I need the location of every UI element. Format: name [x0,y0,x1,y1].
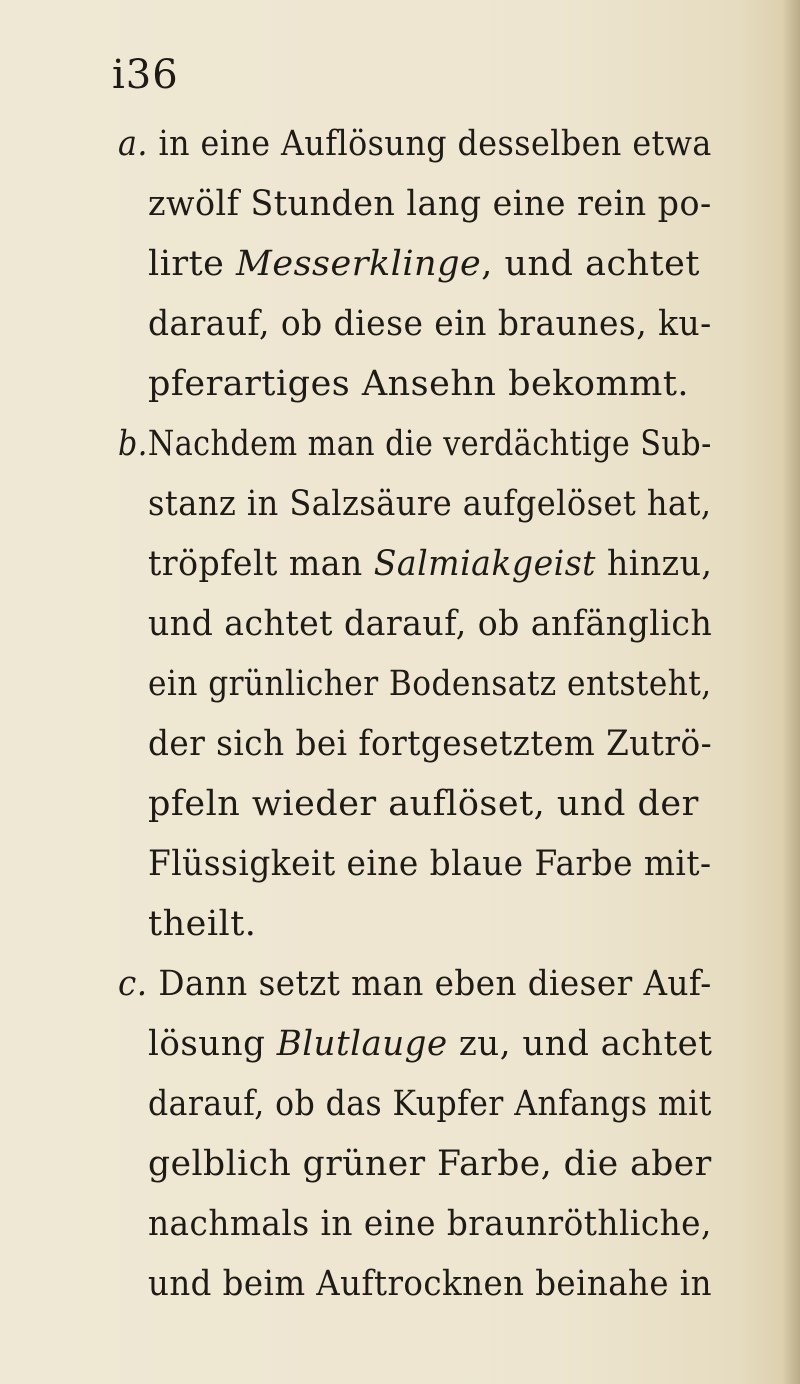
text-run: pferartiges Ansehn bekommt. [148,364,690,404]
text-line [148,482,712,526]
text-line [148,362,689,406]
page-number: i36 [112,52,179,98]
text-run: darauf, ob diese ein braunes, ku- [148,304,712,344]
italic-term: Salmiakgeist [373,544,596,584]
text-run: ein grünlicher Bodensatz entsteht, [148,664,712,704]
text-line [148,182,712,226]
list-marker: a. [118,124,148,164]
text-line [148,602,712,646]
text-line [118,962,712,1006]
text-run: stanz in Salzsäure aufgelöset hat, [148,484,712,524]
text-run: und achtet darauf, ob anfänglich [148,604,713,644]
text-line [148,842,712,886]
text-line [148,1022,712,1066]
text-run: , und achtet [481,244,700,284]
text-line [118,122,712,166]
text-run: lirte [148,244,237,284]
list-marker: c. [118,964,148,1004]
text-line [148,1202,712,1246]
text-run: pfeln wieder auflöset, und der [148,784,699,824]
text-run: tröpfelt man [148,544,374,584]
text-run: Nachdem man die verdächtige Sub- [147,424,712,464]
text-line [148,1262,712,1306]
text-line [148,782,699,826]
text-line [118,422,712,466]
list-marker: b. [118,424,148,464]
text-run: Dann setzt man eben dieser Auf- [147,964,712,1004]
text-run: und beim Auftrocknen beinahe in [148,1264,712,1304]
text-line [148,242,700,286]
text-line [148,1082,712,1126]
italic-term: Blutlauge [276,1024,448,1064]
text-run: darauf, ob das Kupfer Anfangs mit [148,1084,712,1124]
text-run: nachmals in eine braunröthliche, [148,1204,712,1244]
text-line [148,722,712,766]
text-run: Flüssigkeit eine blaue Farbe mit- [148,844,712,884]
text-run: hinzu, [595,544,713,584]
text-run: lösung [148,1024,277,1064]
text-line [148,542,712,586]
text-line [148,902,256,946]
text-run: zwölf Stunden lang eine rein po- [148,184,712,224]
text-run: zu, und achtet [447,1024,713,1064]
text-run: theilt. [148,904,257,944]
page-edge-shadow [782,0,800,1384]
text-run: in eine Auflösung desselben etwa [147,124,712,164]
text-line [148,1142,712,1186]
text-line [148,662,712,706]
italic-term: Messerklinge [236,244,482,284]
text-run: gelblich grüner Farbe, die aber [148,1144,712,1184]
text-run: der sich bei fortgesetztem Zutrö- [148,724,713,764]
text-line [148,302,712,346]
